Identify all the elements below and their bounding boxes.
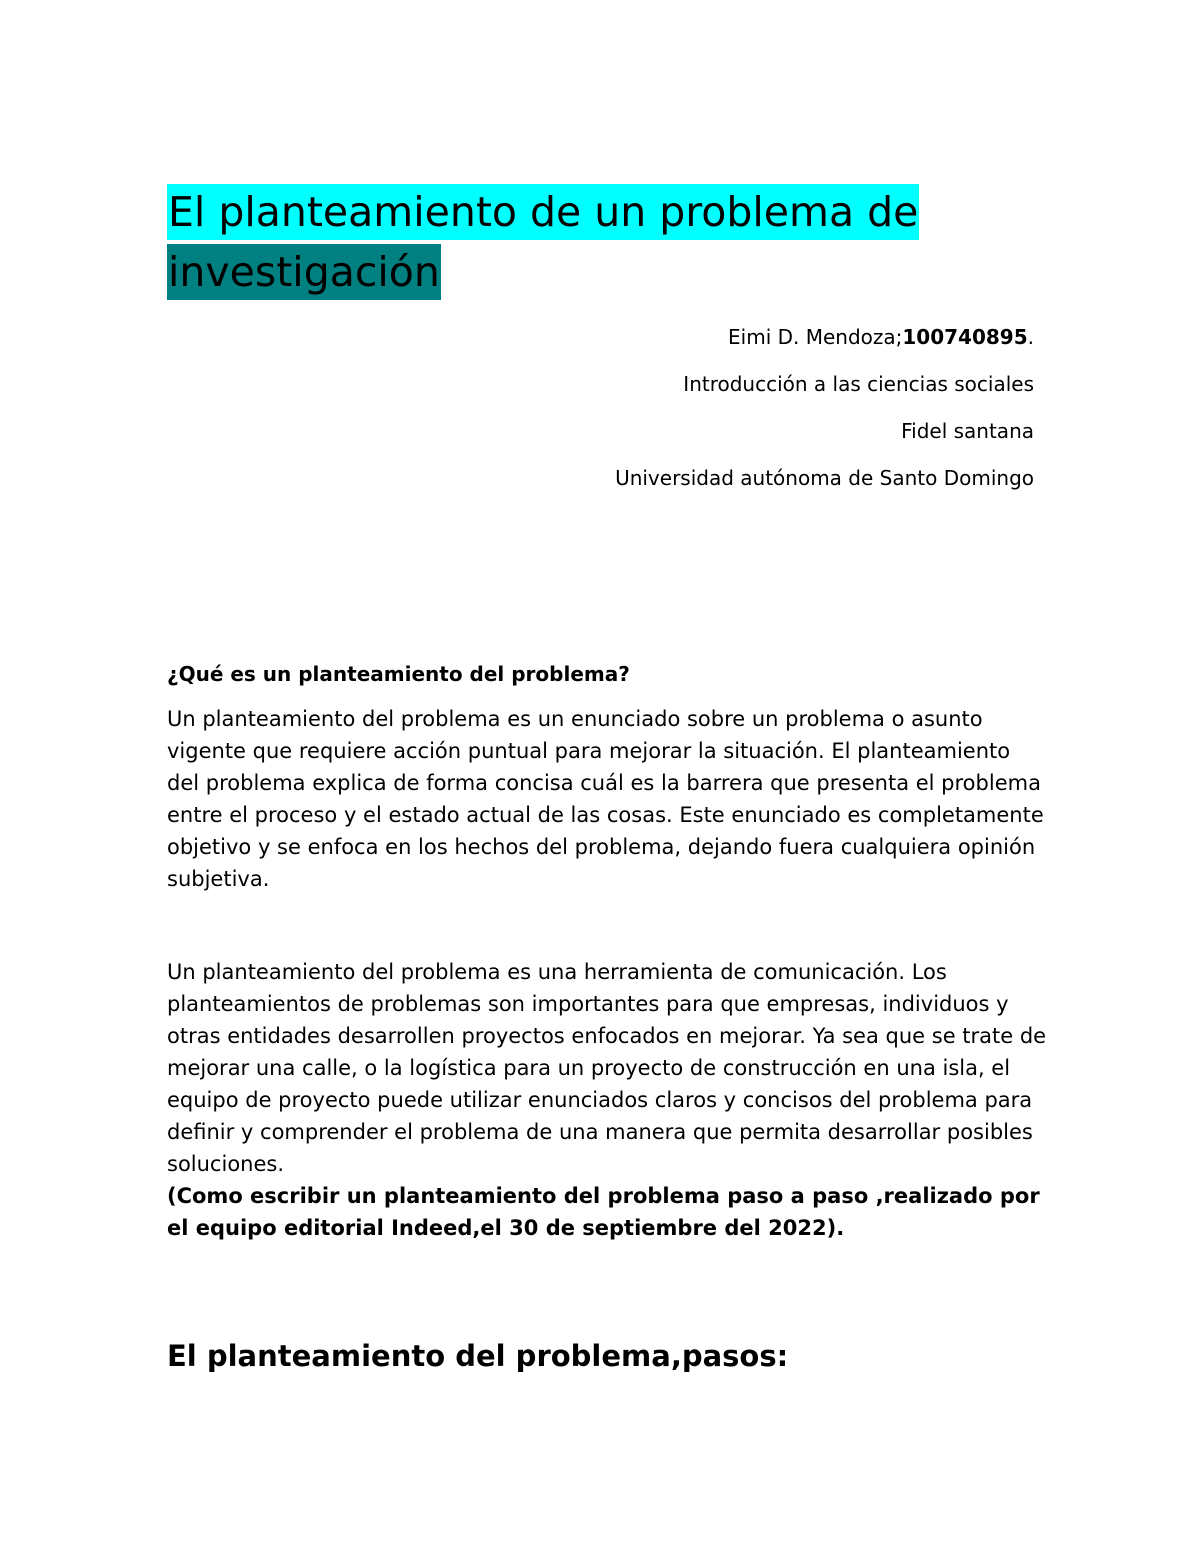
title-line-2: investigación (167, 244, 441, 300)
section-heading-steps: El planteamiento del problema,pasos: (167, 1339, 789, 1373)
paragraph-tool-text: Un planteamiento del problema es una herramienta de comunicación. Los planteamientos de problemas son importantes para que empresas, individuos y otras entidades desarrollen proyectos enfocados en mejorar. Ya sea que se trate de mejorar una calle, o la logística para un proyecto de construcción en una isla, el equipo de proyecto puede utilizar enunciados claros y concisos del problema para definir y comprender el problema de una manera que permita desarrollar posibles soluciones. (167, 960, 1047, 1176)
course-name: Introducción a las ciencias sociales (683, 372, 1034, 396)
student-id-suffix: . (1027, 325, 1034, 349)
university-name: Universidad autónoma de Santo Domingo (615, 466, 1034, 490)
author-name: Eimi D. Mendoza; (728, 325, 903, 349)
author-line (615, 325, 1034, 349)
paragraph-tool (167, 956, 1047, 1244)
document-title (167, 182, 1047, 302)
professor-name: Fidel santana (901, 419, 1034, 443)
section-heading-definition: ¿Qué es un planteamiento del problema? (167, 662, 630, 686)
paragraph-definition: Un planteamiento del problema es un enunciado sobre un problema o asunto vigente que requiere acción puntual para mejorar la situación. El planteamiento del problema explica de forma concisa cuál es la barrera que presenta el problema entre el proceso y el estado actual de las cosas. Este enunciado es completamente objetivo y se enfoca en los hechos del problema, dejando fuera cualquiera opinión subjetiva. (167, 707, 1044, 891)
student-id: 100740895 (902, 325, 1028, 349)
title-line-1: El planteamiento de un problema de (167, 184, 919, 240)
citation: (Como escribir un planteamiento del problema paso a paso ,realizado por el equipo editorial Indeed,el 30 de septiembre del 2022). (167, 1184, 1040, 1240)
author-info (615, 325, 1034, 513)
